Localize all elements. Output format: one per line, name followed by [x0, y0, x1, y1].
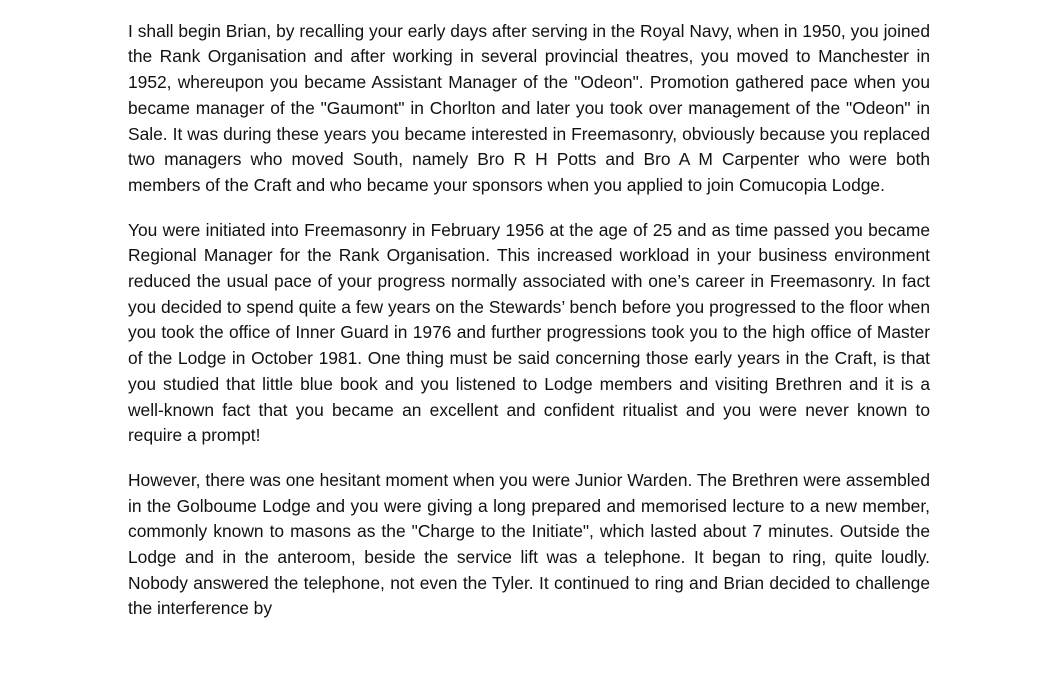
cropped-top-line	[128, 0, 930, 12]
paragraph-navy-and-rank-career: I shall begin Brian, by recalling your early days after serving in the Royal Navy, when in 1950, you joined the Rank Organisation and after working in several provincial theatres, you moved to Manchester in 1952, whereupon you became Assistant Manager of the "Odeon". Promotion gathered pace when you became manager of the "Gaumont" in Chorlton and later you took over management of the "Odeon" in Sale. It was during these years you became interested in Freemasonry, obviously because you replaced two managers who moved South, namely Bro R H Potts and Bro A M Carpenter who were both members of the Craft and who became your sponsors when you applied to join Comucopia Lodge.	[128, 20, 930, 195]
paragraph-telephone-anecdote: However, there was one hesitant moment when you were Junior Warden. The Brethren were assembled in the Golboume Lodge and you were giving a long prepared and memorised lecture to a new member, commonly known to masons as the "Charge to the Initiate", which lasted about 7 minutes. Outside the Lodge and in the anteroom, beside the service lift was a telephone. It began to ring, quite loudly. Nobody answered the telephone, not even the Tyler. It continued to ring and Brian decided to challenge the interference by	[128, 469, 930, 619]
paragraph-initiation-and-progression: You were initiated into Freemasonry in February 1956 at the age of 25 and as time passed you became Regional Manager for the Rank Organisation. This increased workload in your business environment reduced the usual pace of your progress normally associated with one’s career in Freemasonry. In fact you decided to spend quite a few years on the Stewards’ bench before you progressed to the floor when you took the office of Inner Guard in 1976 and further progressions took you to the high office of Master of the Lodge in October 1981. One thing must be said concerning those early years in the Craft, is that you studied that little blue book and you listened to Lodge members and visiting Brethren and it is a well-known fact that you became an excellent and confident ritualist and you were never known to require a prompt!	[128, 219, 930, 446]
document-body	[128, 0, 930, 641]
